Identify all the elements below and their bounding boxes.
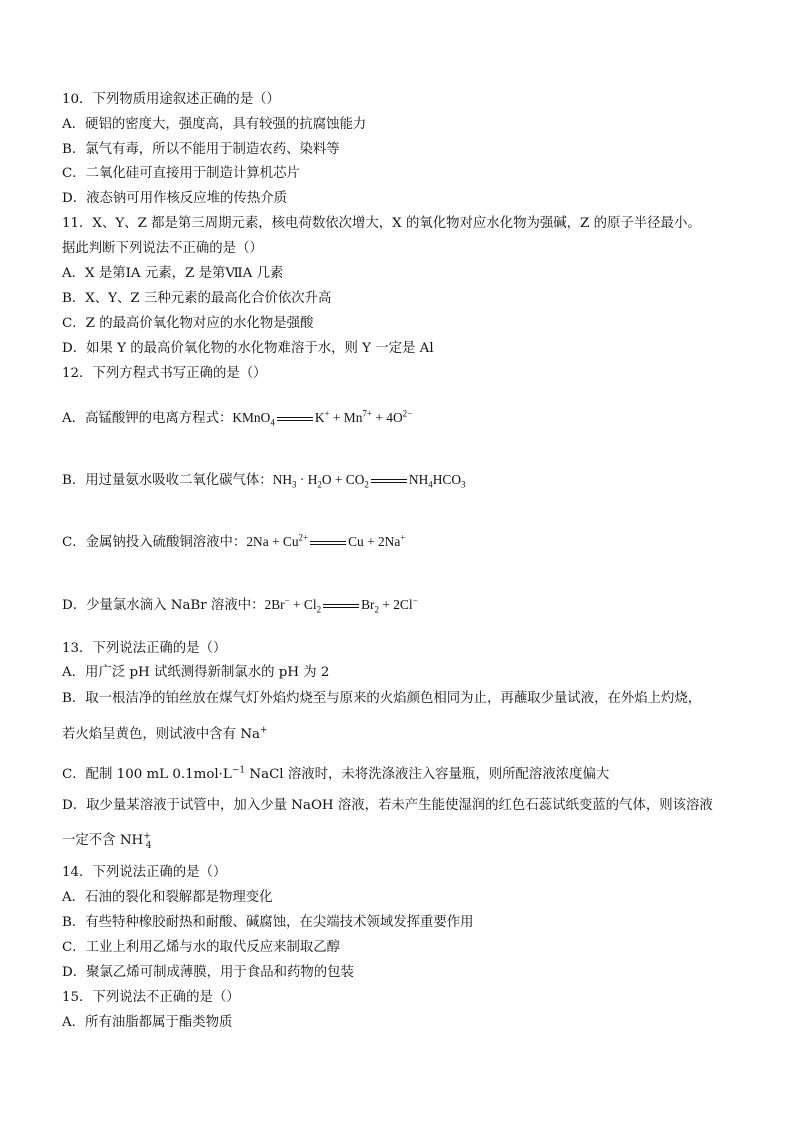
q12-option-d-text: D．少量氯水滴入 NaBr 溶液中： bbox=[62, 598, 265, 613]
q12-option-b-text: B．用过量氨水吸收二氧化碳气体： bbox=[62, 473, 273, 488]
q11-stem-line1: 11．X、Y、Z 都是第三周期元素，核电荷数依次增大，X 的氧化物对应水化物为强碱，Z 的原子半径最小。 bbox=[62, 216, 701, 231]
q12-option-d-equation: $2Br^- + Cl_2$ $Br_2 + 2Cl^-$ bbox=[264, 595, 418, 615]
q13-option-a: A．用广泛 pH 试纸测得新制氯水的 pH 为 2 bbox=[62, 665, 330, 680]
q10-option-d: D．液态钠可用作核反应堆的传热介质 bbox=[62, 191, 287, 206]
q11-option-c: C．Z 的最高价氧化物对应的水化物是强酸 bbox=[62, 316, 314, 331]
q10-option-b: B．氯气有毒，所以不能用于制造农药、染料等 bbox=[62, 142, 340, 157]
q12-option-a-equation: KMnO$_4$ $K^+ + Mn^{7+} + 4O^{2-}$ bbox=[232, 408, 413, 428]
q11-option-d: D．如果 Y 的最高价氧化物的水化物难溶于水，则 Y 一定是 Al bbox=[62, 341, 434, 356]
q11-stem-line2: 据此判断下列说法不正确的是（） bbox=[62, 241, 263, 256]
q13-option-b-line1: B．取一根洁净的铂丝放在煤气灯外焰灼烧至与原来的火焰颜色相同为止，再蘸取少量试液，在外焰上灼烧， bbox=[62, 691, 702, 706]
q13-option-b-line2: 若火焰呈黄色，则试液中含有 Na+ bbox=[62, 725, 268, 742]
q12-option-a bbox=[62, 409, 762, 428]
q13-option-c: C．配制 100 mL $0.1mol\cdot L^{-1}$ NaCl 溶液时，未将洗涤液注入容量瓶，则所配溶液浓度偏大 bbox=[62, 765, 610, 782]
q15-stem: 15．下列说法不正确的是（） bbox=[62, 990, 240, 1005]
q13-option-d-line2-text: 一定不含 NH bbox=[62, 833, 144, 848]
q13-option-b-line2-text: 若火焰呈黄色，则试液中含有 Na bbox=[62, 727, 261, 742]
q10-option-c: C．二氧化硅可直接用于制造计算机芯片 bbox=[62, 166, 300, 181]
q14-option-c: C．工业上利用乙烯与水的取代反应来制取乙醇 bbox=[62, 940, 341, 955]
q15-option-a: A．所有油脂都属于酯类物质 bbox=[62, 1015, 233, 1030]
q12-option-a-text: A．高锰酸钾的电离方程式： bbox=[62, 411, 233, 426]
q12-stem: 12．下列方程式书写正确的是（） bbox=[62, 366, 267, 381]
q14-option-d: D．聚氯乙烯可制成薄膜，用于食品和药物的包装 bbox=[62, 965, 354, 980]
q14-option-b: B．有些特种橡胶耐热和耐酸、碱腐蚀，在尖端技术领域发挥重要作用 bbox=[62, 915, 474, 930]
q12-option-d bbox=[62, 596, 762, 615]
q11-option-a: A．X 是第ⅠA 元素，Z 是第ⅦA 几素 bbox=[62, 266, 284, 281]
q13-option-c-pre: C．配制 100 mL 0.1mol·L bbox=[62, 767, 232, 782]
q12-option-b-equation: $NH_3 \cdot H_2O + CO_2$ $NH_4HCO_3$ bbox=[272, 472, 466, 490]
q12-option-c-text: C．金属钠投入硫酸铜溶液中： bbox=[62, 535, 247, 550]
q12-option-c-equation: $2Na + Cu^{2+}$ Cu + 2Na+ bbox=[246, 532, 406, 549]
q12-option-c bbox=[62, 533, 762, 552]
q10-stem: 10．下列物质用途叙述正确的是（） bbox=[62, 92, 280, 107]
q13-stem: 13．下列说法正确的是（） bbox=[62, 641, 227, 656]
q11-option-b: B．X、Y、Z 三种元素的最高化合价依次升高 bbox=[62, 291, 332, 306]
q14-option-a: A．石油的裂化和裂解都是物理变化 bbox=[62, 890, 273, 905]
q13-option-d-line2: 一定不含 $NH^+_4$ bbox=[62, 831, 152, 851]
q10-option-a: A．硬铝的密度大，强度高，具有较强的抗腐蚀能力 bbox=[62, 117, 367, 132]
q13-option-d-line1: D．取少量某溶液于试管中，加入少量 NaOH 溶液，若未产生能使湿润的红色石蕊试纸变蓝的气体，则该溶液 bbox=[62, 798, 713, 813]
q13-option-c-post: NaCl 溶液时，未将洗涤液注入容量瓶，则所配溶液浓度偏大 bbox=[245, 767, 610, 782]
q14-stem: 14．下列说法正确的是（） bbox=[62, 865, 227, 880]
q12-option-b bbox=[62, 471, 762, 490]
